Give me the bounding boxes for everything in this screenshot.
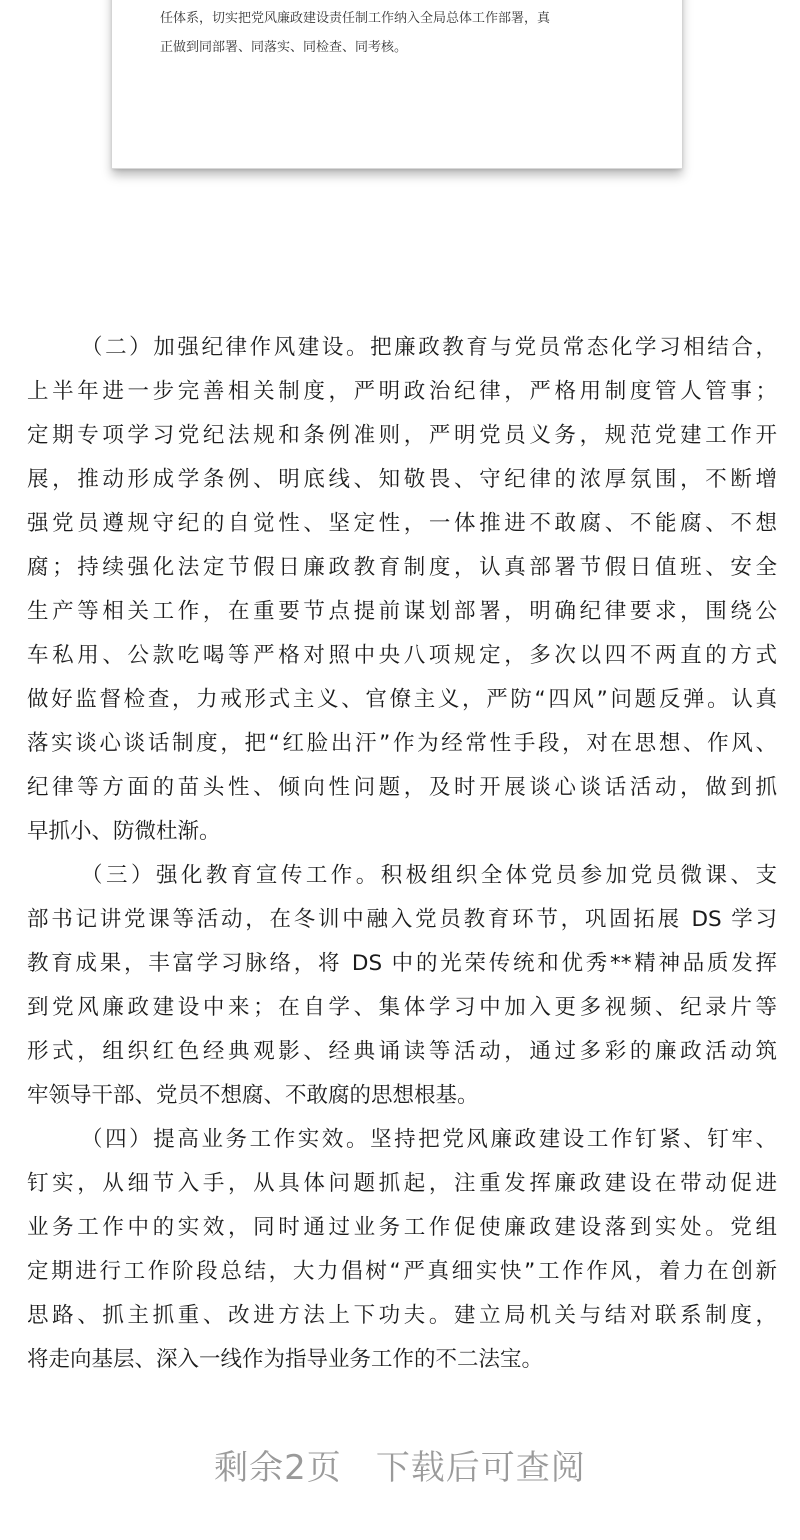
document-body — [27, 326, 777, 1382]
preview-text — [160, 4, 650, 62]
paragraph-line: 业务工作中的实效，同时通过业务工作促使廉政建设落到实处。党组 — [27, 1215, 777, 1240]
paragraph-line: 牢领导干部、党员不想腐、不敢腐的思想根基。 — [27, 1083, 479, 1108]
paragraph-line: 腐；持续强化法定节假日廉政教育制度，认真部署节假日值班、安全 — [27, 555, 777, 580]
paragraph-line: 展，推动形成学条例、明底线、知敬畏、守纪律的浓厚氛围，不断增 — [27, 467, 777, 492]
paragraph-line: 做好监督检查，力戒形式主义、官僚主义，严防“四风”问题反弹。认真 — [27, 687, 777, 712]
paragraph-4-heading-line: （四）提高业务工作实效。坚持把党风廉政建设工作钉紧、钉牢、 — [81, 1127, 777, 1152]
paragraph-line: 早抓小、防微杜渐。 — [27, 819, 221, 844]
paragraph-line: 落实谈心谈话制度，把“红脸出汗”作为经常性手段，对在思想、作风、 — [27, 731, 777, 756]
paragraph-3-heading-line: （三）强化教育宣传工作。积极组织全体党员参加党员微课、支 — [81, 863, 777, 888]
remaining-pages-label: 剩余2页 — [214, 1448, 342, 1488]
preview-line: 任体系，切实把党风廉政建设责任制工作纳入全局总体工作部署，真 — [160, 11, 551, 26]
paragraph-line: 车私用、公款吃喝等严格对照中央八项规定，多次以四不两直的方式 — [27, 643, 777, 668]
paragraph-line: 定期专项学习党纪法规和条例准则，严明党员义务，规范党建工作开 — [27, 423, 777, 448]
paragraph-line: 形式，组织红色经典观影、经典诵读等活动，通过多彩的廉政活动筑 — [27, 1039, 777, 1064]
paragraph-line: 思路、抓主抓重、改进方法上下功夫。建立局机关与结对联系制度， — [27, 1303, 777, 1328]
previous-page-preview — [112, 0, 682, 169]
paragraph-line: 将走向基层、深入一线作为指导业务工作的不二法宝。 — [27, 1347, 544, 1372]
paragraph-line: 上半年进一步完善相关制度，严明政治纪律，严格用制度管人管事； — [27, 379, 777, 404]
paragraph-line: 教育成果，丰富学习脉络，将 DS 中的光荣传统和优秀**精神品质发挥 — [27, 951, 777, 976]
paragraph-line: 钉实，从细节入手，从具体问题抓起，注重发挥廉政建设在带动促进 — [27, 1171, 777, 1196]
download-prompt[interactable] — [0, 1440, 800, 1489]
paragraph-line: 定期进行工作阶段总结，大力倡树“严真细实快”工作作风，着力在创新 — [27, 1259, 777, 1284]
paragraph-line: 部书记讲党课等活动，在冬训中融入党员教育环节，巩固拓展 DS 学习 — [27, 907, 777, 932]
paragraph-line: 生产等相关工作，在重要节点提前谋划部署，明确纪律要求，围绕公 — [27, 599, 777, 624]
paragraph-line: 纪律等方面的苗头性、倾向性问题，及时开展谈心谈话活动，做到抓 — [27, 775, 777, 800]
paragraph-line: 到党风廉政建设中来；在自学、集体学习中加入更多视频、纪录片等 — [27, 995, 777, 1020]
preview-line: 正做到同部署、同落实、同检查、同考核。 — [160, 40, 408, 55]
paragraph-2-heading-line: （二）加强纪律作风建设。把廉政教育与党员常态化学习相结合， — [81, 335, 777, 360]
paragraph-line: 强党员遵规守纪的自觉性、坚定性，一体推进不敢腐、不能腐、不想 — [27, 511, 777, 536]
download-to-view-label[interactable]: 下载后可查阅 — [375, 1448, 586, 1488]
